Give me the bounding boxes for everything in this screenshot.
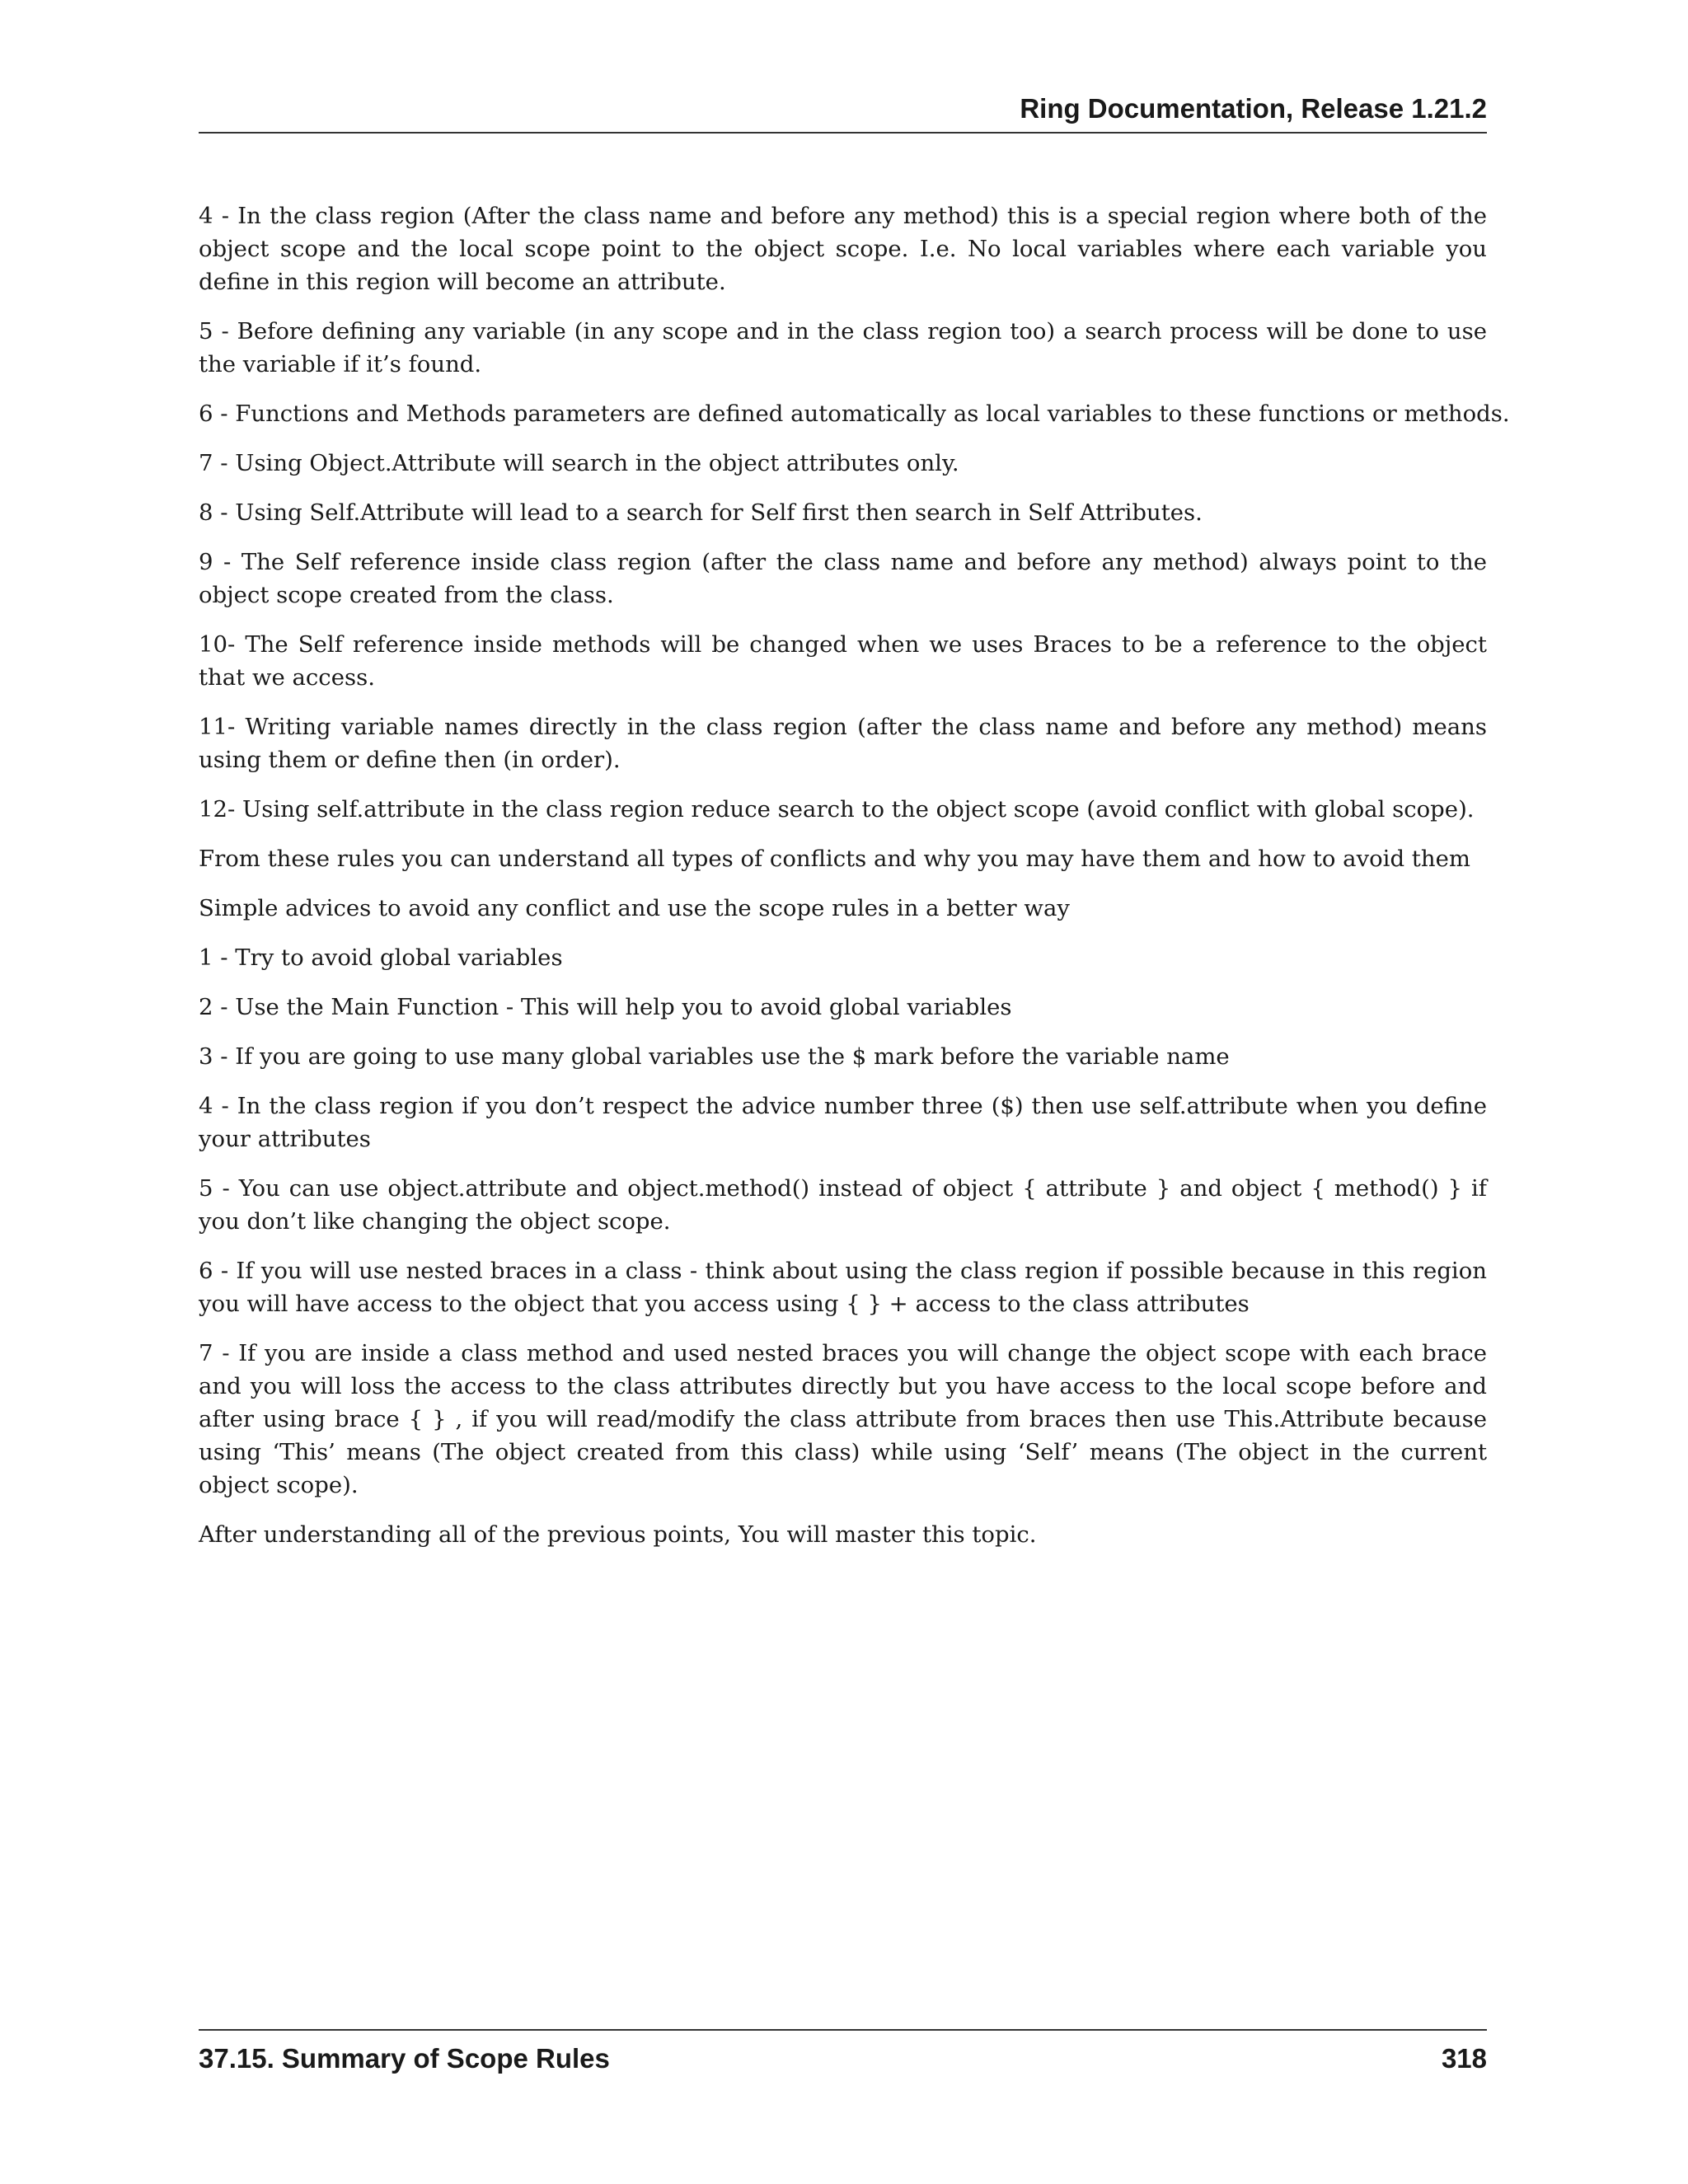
advice-5: 5 - You can use object.attribute and object.method() instead of object { attribute } and object { method() } if you don’t like changing the object scope. — [199, 1175, 1487, 1235]
advice-7: 7 - If you are inside a class method and used nested braces you will change the object scope with each brace and you will loss the access to the class attributes directly but you have access to the local scope before and after using brace { } , if you will read/modify the class attribute from braces then use This.Attribute because using ‘This’ means (The object created from this class) while using ‘Self’ means (The object in the current object scope). — [199, 1340, 1487, 1498]
advice-6: 6 - If you will use nested braces in a class - think about using the class region if possible because in this region you will have access to the object that you access using { } + access to the class attributes — [199, 1258, 1487, 1317]
closing-remark: After understanding all of the previous points, You will master this topic. — [199, 1521, 1037, 1548]
advices-intro: Simple advices to avoid any conflict and use the scope rules in a better way — [199, 895, 1070, 921]
advice-2: 2 - Use the Main Function - This will help you to avoid global variables — [199, 994, 1012, 1020]
rule-5-variable-search: 5 - Before defining any variable (in any scope and in the class region too) a search process will be done to use the variable if it’s found. — [199, 318, 1487, 377]
rule-7-object-attribute: 7 - Using Object.Attribute will search in the object attributes only. — [199, 450, 959, 476]
conflicts-summary: From these rules you can understand all types of conflicts and why you may have them and how to avoid them — [199, 846, 1470, 872]
section-title: 37.15. Summary of Scope Rules — [199, 2043, 610, 2074]
page-header — [199, 92, 1487, 134]
rule-11-variable-names: 11- Writing variable names directly in the class region (after the class name and before any method) means using them or define then (in order). — [199, 714, 1487, 773]
rule-4-class-region: 4 - In the class region (After the class name and before any method) this is a special region where both of the object scope and the local scope point to the object scope. I.e. No local variables where each variable you define in this region will become an attribute. — [199, 203, 1487, 295]
rule-10-self-braces: 10- The Self reference inside methods will be changed when we uses Braces to be a reference to the object that we access. — [199, 631, 1487, 691]
page-number: 318 — [1441, 2043, 1487, 2074]
advice-3: 3 - If you are going to use many global variables use the $ mark before the variable name — [199, 1043, 1230, 1070]
rule-12-self-attribute-class-region: 12- Using self.attribute in the class region reduce search to the object scope (avoid conflict with global scope). — [199, 796, 1475, 823]
advice-1: 1 - Try to avoid global variables — [199, 944, 563, 971]
advice-4: 4 - In the class region if you don’t respect the advice number three ($) then use self.attribute when you define your attributes — [199, 1093, 1487, 1152]
page-footer — [199, 2029, 1487, 2080]
rule-8-self-attribute: 8 - Using Self.Attribute will lead to a search for Self first then search in Self Attributes. — [199, 499, 1203, 526]
rule-6-parameters: 6 - Functions and Methods parameters are defined automatically as local variables to these functions or methods. — [199, 401, 1510, 427]
page-body — [199, 199, 1510, 1568]
document-title: Ring Documentation, Release 1.21.2 — [1020, 93, 1487, 124]
rule-9-self-reference: 9 - The Self reference inside class region (after the class name and before any method) always point to the object scope created from the class. — [199, 549, 1487, 608]
